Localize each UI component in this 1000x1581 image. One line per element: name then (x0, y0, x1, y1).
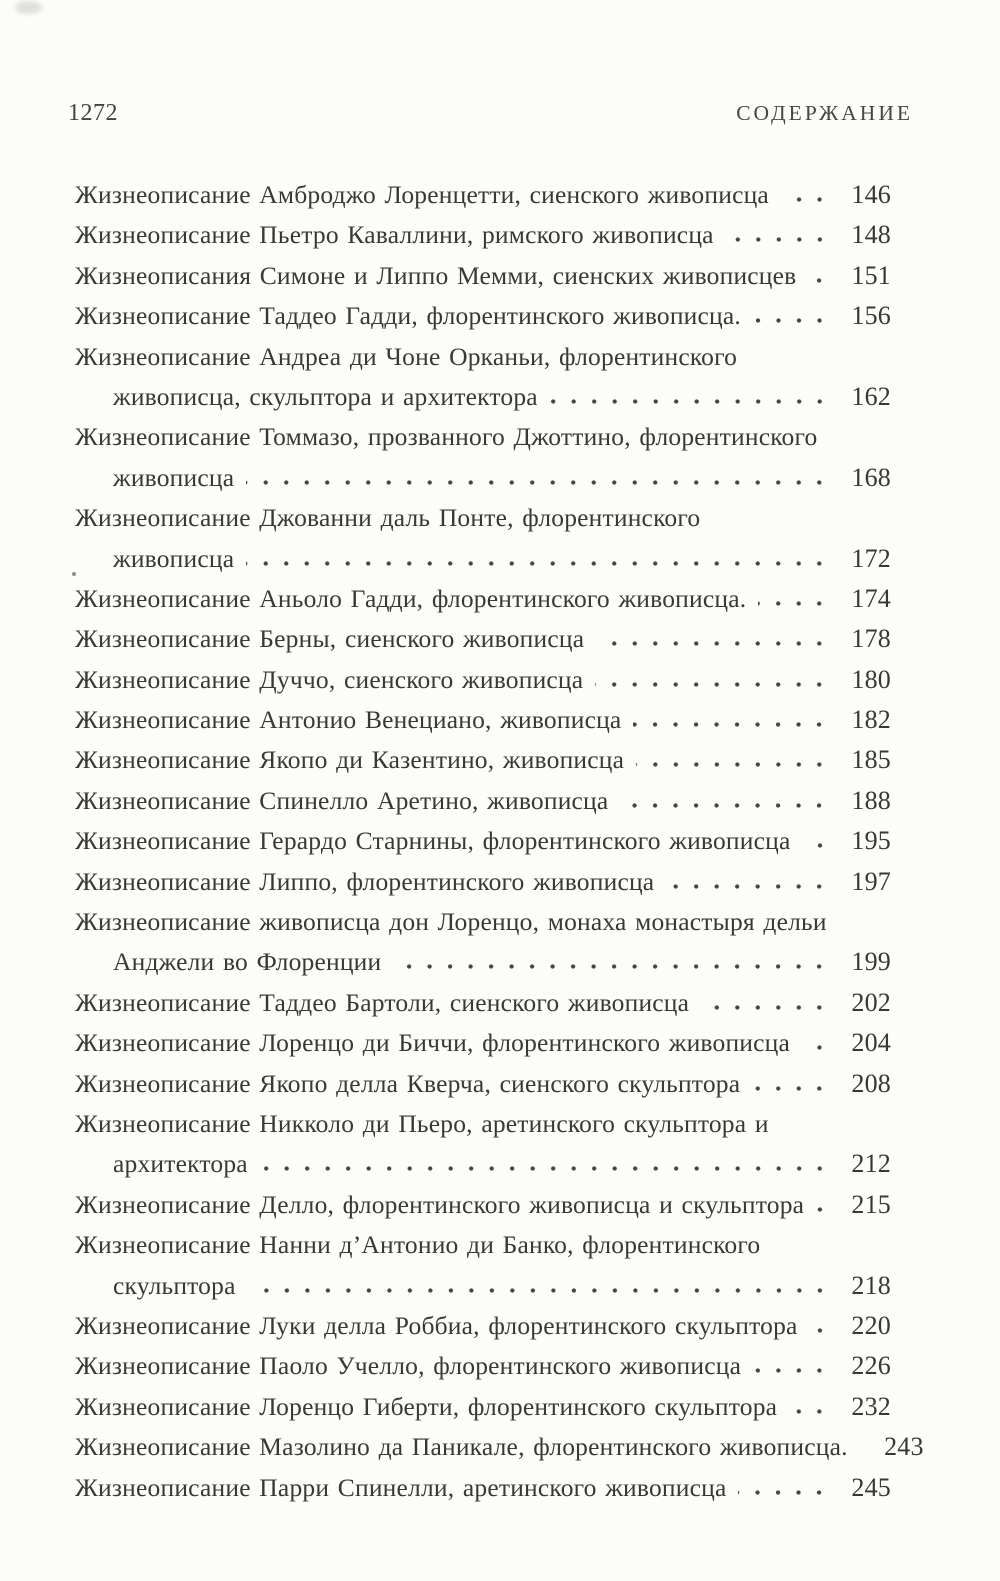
toc-entry-line (75, 1144, 891, 1184)
page-number: 199 (851, 947, 891, 977)
dot-leader (726, 237, 837, 243)
toc-entry-text: живописца (113, 462, 235, 492)
toc-entry-line (75, 1104, 891, 1144)
toc-entry-line (75, 337, 891, 377)
page-number: 218 (851, 1270, 891, 1300)
toc-entry-text: Жизнеописание Томмазо, прозванного Джоттино, флорентинского (75, 422, 818, 452)
toc-entry-text: Жизнеописание Мазолино да Паникале, флорентинского живописца. (75, 1432, 848, 1462)
running-title: СОДЕРЖАНИЕ (736, 101, 913, 125)
toc-entry-text: Жизнеописания Симоне и Липпо Мемми, сиенских живописцев (75, 260, 797, 290)
dot-leader (753, 318, 837, 324)
dot-leader (666, 884, 837, 890)
toc-entry-line (75, 377, 891, 417)
toc-entry-line (75, 700, 891, 740)
dot-leader (758, 601, 837, 607)
page-number: 178 (851, 624, 891, 654)
toc-entry-text: Жизнеописание Липпо, флорентинского живописца (75, 866, 655, 896)
dot-leader (789, 1409, 837, 1415)
toc-entry-line (75, 1266, 891, 1306)
toc-entry-text: Жизнеописание Якопо делла Кверча, сиенского скульптора (75, 1068, 741, 1098)
toc-entry-text: Жизнеописание Таддео Гадди, флорентинского живописца. (75, 301, 741, 331)
dot-leader (620, 803, 837, 809)
toc-entry-line (75, 1306, 891, 1346)
toc-entry-text: Жизнеописание Паоло Учелло, флорентинского живописца (75, 1351, 742, 1381)
dot-leader (550, 399, 837, 405)
toc-entry-text: Жизнеописание Берны, сиенского живописца (75, 624, 585, 654)
toc-entry-line (75, 579, 891, 619)
toc-entry-line (75, 296, 891, 336)
dot-leader (816, 1207, 837, 1213)
toc-entry-line (75, 902, 891, 942)
toc-entry-line (75, 1468, 891, 1508)
page-number: 146 (851, 180, 891, 209)
toc-entry-line (75, 175, 891, 215)
toc-entry-text: Анджели во Флоренции (113, 947, 382, 977)
page-number: 162 (851, 381, 891, 411)
toc-entry-text: Жизнеописание Спинелло Аретино, живописца (75, 785, 609, 815)
page-number: 220 (851, 1310, 891, 1340)
toc-entry-line (75, 1185, 891, 1225)
dot-leader (246, 480, 837, 486)
toc-entry-text: скульптора (113, 1270, 236, 1300)
toc-entry-line (75, 740, 891, 780)
toc-entry-line (75, 1064, 891, 1104)
page-number: 212 (851, 1149, 891, 1179)
page-number: 185 (851, 745, 891, 775)
toc-entry-text: Жизнеописание Пьетро Каваллини, римского живописца (75, 220, 714, 250)
table-of-contents (75, 175, 924, 1508)
toc-entry-line (75, 417, 891, 457)
page-number: 245 (851, 1472, 891, 1502)
toc-entry-text: Жизнеописание Аньоло Гадди, флорентинского живописца. (75, 583, 747, 613)
dot-leader (260, 1166, 837, 1172)
toc-entry-line (75, 942, 891, 982)
dot-leader (860, 1449, 870, 1455)
toc-entry-text: Жизнеописание Антонио Венециано, живописца (75, 705, 622, 735)
toc-entry-text: живописца, скульптора и архитектора (113, 381, 538, 411)
toc-entry-line (75, 862, 891, 902)
dot-leader (596, 641, 837, 647)
page-folio-number: 1272 (68, 100, 118, 126)
dot-leader (738, 1490, 837, 1496)
toc-entry-line (75, 660, 891, 700)
toc-entry-text: Жизнеописание живописца дон Лоренцо, монаха монастыря дельи (75, 907, 827, 937)
dot-leader (636, 762, 837, 768)
toc-entry-text: Жизнеописание Амброджо Лоренцетти, сиенского живописца (75, 180, 769, 209)
dot-leader (595, 682, 837, 688)
dot-leader (781, 197, 837, 203)
page-number: 195 (851, 826, 891, 856)
page-number: 215 (851, 1189, 891, 1219)
page-number: 151 (851, 260, 891, 290)
scan-smudge-artifact (16, 1, 42, 14)
page-number: 204 (851, 1028, 891, 1058)
toc-entry-text: Жизнеописание Андреа ди Чоне Орканьи, флорентинского (75, 341, 738, 371)
toc-entry-line (75, 781, 891, 821)
page-number: 226 (851, 1351, 891, 1381)
dot-leader (802, 1045, 837, 1051)
toc-entry-text: Жизнеописание Парри Спинелли, аретинского живописца (75, 1472, 727, 1502)
page-number: 188 (851, 785, 891, 815)
toc-entry-line (75, 498, 891, 538)
page-number: 168 (851, 462, 891, 492)
toc-entry-line (75, 539, 891, 579)
running-header (68, 100, 913, 127)
dot-leader (633, 722, 837, 728)
toc-entry-text: Жизнеописание Таддео Бартоли, сиенского живописца (75, 987, 690, 1017)
toc-entry-text: Жизнеописание Дуччо, сиенского живописца (75, 664, 584, 694)
page-number: 148 (851, 220, 891, 250)
page-number: 202 (851, 987, 891, 1017)
page-number: 172 (851, 543, 891, 573)
toc-entry-text: живописца (113, 543, 235, 573)
dot-leader (393, 964, 837, 970)
toc-entry-line (75, 1225, 891, 1265)
dot-leader (810, 1328, 837, 1334)
toc-entry-text: Жизнеописание Луки делла Роббиа, флорентинского скульптора (75, 1310, 798, 1340)
toc-entry-text: Жизнеописание Герардо Старнины, флорентинского живописца (75, 826, 791, 856)
toc-entry-text: Жизнеописание Никколо ди Пьеро, аретинского скульптора и (75, 1108, 769, 1138)
toc-entry-text: Жизнеописание Нанни д’Антонио ди Банко, флорентинского (75, 1230, 761, 1260)
toc-entry-text: архитектора (113, 1149, 248, 1179)
toc-entry-text: Жизнеописание Лоренцо ди Биччи, флорентинского живописца (75, 1028, 791, 1058)
dot-leader (248, 1288, 837, 1294)
page-number: 180 (851, 664, 891, 694)
toc-entry-text: Жизнеописание Якопо ди Казентино, живописца (75, 745, 625, 775)
toc-entry-line (75, 1023, 891, 1063)
toc-entry-line (75, 1387, 891, 1427)
toc-entry-line (75, 458, 891, 498)
page-number: 182 (851, 705, 891, 735)
toc-entry-line (75, 215, 891, 255)
page-number: 197 (851, 866, 891, 896)
toc-entry-line (75, 1427, 924, 1467)
toc-entry-line (75, 256, 891, 296)
dot-leader (803, 843, 837, 849)
toc-entry-line (75, 619, 891, 659)
dot-leader (246, 561, 837, 567)
toc-entry-line (75, 821, 891, 861)
scan-dot-artifact (72, 572, 76, 576)
toc-entry-text: Жизнеописание Джованни даль Понте, флорентинского (75, 503, 701, 533)
dot-leader (808, 278, 837, 284)
page-number: 232 (851, 1391, 891, 1421)
page-number: 208 (851, 1068, 891, 1098)
page-number: 156 (851, 301, 891, 331)
dot-leader (752, 1086, 837, 1092)
toc-entry-line (75, 1346, 891, 1386)
page-number: 174 (851, 583, 891, 613)
toc-entry-text: Жизнеописание Лоренцо Гиберти, флорентинского скульптора (75, 1391, 778, 1421)
page-number: 243 (884, 1432, 924, 1462)
toc-entry-text: Жизнеописание Делло, флорентинского живописца и скульптора (75, 1189, 805, 1219)
dot-leader (701, 1005, 837, 1011)
dot-leader (753, 1368, 837, 1374)
toc-entry-line (75, 983, 891, 1023)
